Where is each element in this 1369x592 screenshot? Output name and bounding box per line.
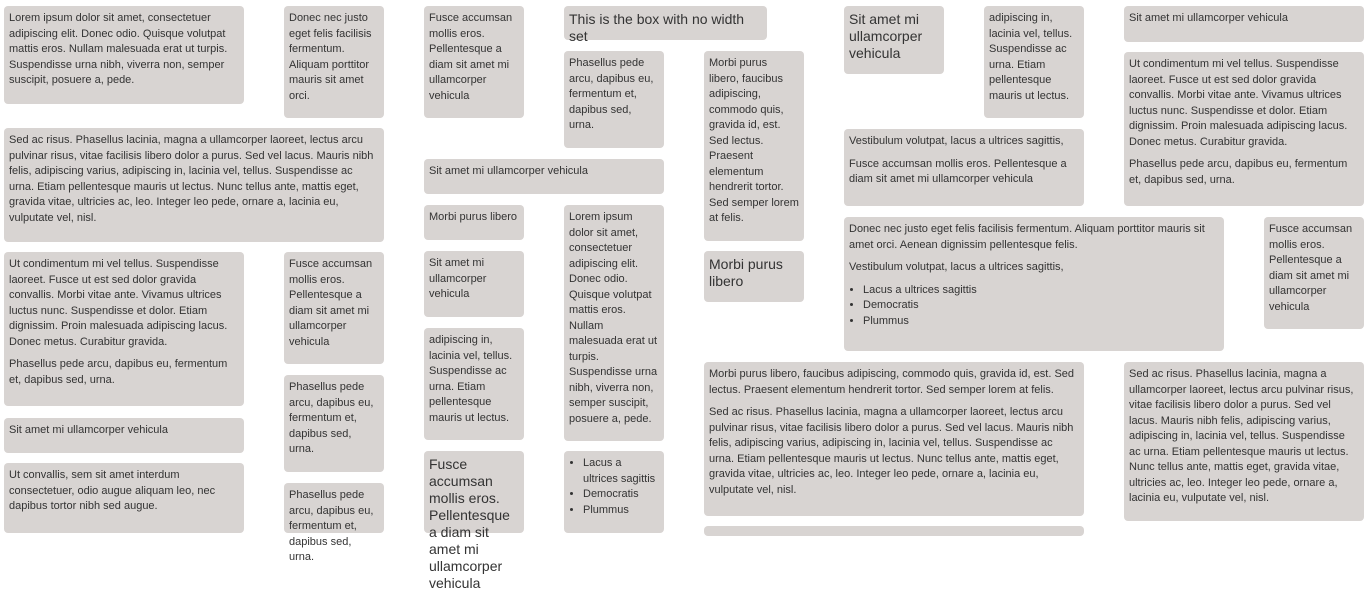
bullet-list bbox=[569, 456, 659, 518]
text-box-lorem-ipsum bbox=[564, 205, 664, 441]
list-item: • Lacus a ultrices sagittis bbox=[583, 456, 659, 487]
box-paragraph: Phasellus pede arcu, dapibus eu, fermentum et, dapibus sed, urna. bbox=[569, 57, 654, 131]
text-box-lorem-ipsum bbox=[4, 6, 244, 104]
text-box-fusce-accumsan bbox=[424, 6, 524, 118]
box-paragraph: Sit amet mi ullamcorper vehicula bbox=[429, 257, 487, 300]
box-paragraph: Phasellus pede arcu, dapibus eu, fermentum et, dapibus sed, urna. bbox=[289, 489, 374, 563]
box-paragraph: Lorem ipsum dolor sit amet, consectetuer adipiscing elit. Donec odio. Quisque volutpat mattis eros. Nullam malesuada erat ut turpis. Suspendisse urna nibh, viverra non, semper suscipit, posuere a, pede. bbox=[569, 211, 658, 425]
text-box-fusce-accumsan-heading bbox=[424, 451, 524, 591]
text-box-sit-amet bbox=[4, 418, 244, 453]
box-paragraph: adipiscing in, lacinia vel, tellus. Suspendisse ac urna. Etiam pellentesque mauris ut lectus. bbox=[429, 334, 513, 424]
text-box-phasellus-pede bbox=[284, 483, 384, 563]
box-heading: Morbi purus libero bbox=[709, 256, 783, 289]
text-box-morbi-purus-libero-long bbox=[704, 51, 804, 241]
box-paragraph: Morbi purus libero, faucibus adipiscing, commodo quis, gravida id, est. Sed lectus. Praesent elementum hendrerit tortor. Sed semper lorem at felis. bbox=[709, 57, 799, 224]
box-paragraph: Lorem ipsum dolor sit amet, consectetuer adipiscing elit. Donec odio. Quisque volutpat mattis eros. Nullam malesuada erat ut turpis. Suspendisse urna nibh, viverra non, semper suscipit, posuere a, pede. bbox=[9, 12, 228, 86]
text-box-morbi-purus-libero-heading bbox=[704, 251, 804, 302]
box-paragraph: Vestibulum volutpat, lacus a ultrices sagittis, bbox=[849, 135, 1064, 147]
box-paragraph: Fusce accumsan mollis eros. Pellentesque a diam sit amet mi ullamcorper vehicula bbox=[289, 258, 373, 348]
box-paragraph: Phasellus pede arcu, dapibus eu, fermentum et, dapibus sed, urna. bbox=[289, 381, 374, 455]
box-paragraph: Fusce accumsan mollis eros. Pellentesque a diam sit amet mi ullamcorper vehicula bbox=[1269, 223, 1353, 313]
box-paragraph: Donec nec justo eget felis facilisis fermentum. Aliquam porttitor mauris sit amet orci. bbox=[289, 12, 372, 102]
text-box-sit-amet bbox=[424, 159, 664, 194]
text-box-phasellus-pede bbox=[564, 51, 664, 148]
text-box-ut-convallis bbox=[4, 463, 244, 533]
text-box-ut-condimentum bbox=[4, 252, 244, 406]
box-paragraph: Phasellus pede arcu, dapibus eu, fermentum et, dapibus sed, urna. bbox=[9, 358, 228, 386]
text-box-bullet-list bbox=[564, 451, 664, 533]
text-box-sit-amet bbox=[424, 251, 524, 317]
list-item: • Democratis bbox=[863, 298, 1219, 314]
box-paragraph: Sed ac risus. Phasellus lacinia, magna a ullamcorper laoreet, lectus arcu pulvinar risus, vitae facilisis libero dolor a purus. Sed vel lacus. Mauris nibh felis, adipiscing varius, adipiscing in, lacinia vel, tellus. Suspendisse ac urna. Etiam pellentesque mauris ut lectus. Nunc tellus ante, mattis eget, gravida vitae, ultricies ac, leo. Integer leo pede, ornare a, lacinia eu, vulputate vel, nisl. bbox=[1129, 368, 1354, 504]
text-box-sit-amet bbox=[1124, 6, 1364, 42]
box-paragraph: adipiscing in, lacinia vel, tellus. Suspendisse ac urna. Etiam pellentesque mauris ut lectus. bbox=[989, 12, 1073, 102]
box-paragraph: Ut condimentum mi vel tellus. Suspendisse laoreet. Fusce ut est sed dolor gravida convallis. Morbi vitae ante. Vivamus ultrices luctus nunc. Suspendisse et dolor. Etiam dignissim. Proin malesuada adipiscing lacus. Donec metus. Curabitur gravida. bbox=[9, 258, 228, 348]
box-paragraph: Sit amet mi ullamcorper vehicula bbox=[9, 424, 168, 436]
text-box-vestibulum-volutpat bbox=[844, 129, 1084, 206]
box-paragraph: Vestibulum volutpat, lacus a ultrices sagittis, bbox=[849, 261, 1064, 273]
box-paragraph: Morbi purus libero bbox=[429, 211, 518, 223]
box-paragraph: Fusce accumsan mollis eros. Pellentesque a diam sit amet mi ullamcorper vehicula bbox=[849, 157, 1067, 185]
text-box-no-width-set bbox=[564, 6, 767, 44]
list-item: • Plummus bbox=[583, 503, 659, 519]
text-box-partial-bottom bbox=[704, 526, 1084, 536]
box-paragraph: Ut condimentum mi vel tellus. Suspendisse laoreet. Fusce ut est sed dolor gravida convallis. Morbi vitae ante. Vivamus ultrices luctus nunc. Suspendisse et dolor. Etiam dignissim. Proin malesuada adipiscing lacus. Donec metus. Curabitur gravida. bbox=[1129, 58, 1348, 148]
box-heading: Sit amet mi ullamcorper vehicula bbox=[849, 11, 923, 61]
box-heading: This is the box with no width set bbox=[569, 11, 745, 44]
text-box-morbi-sed-ac-risus bbox=[704, 362, 1084, 516]
text-box-sed-ac-risus bbox=[4, 128, 384, 242]
box-paragraph: Phasellus pede arcu, dapibus eu, fermentum et, dapibus sed, urna. bbox=[1129, 158, 1348, 186]
text-box-ut-condimentum bbox=[1124, 52, 1364, 206]
text-box-sed-ac-risus bbox=[1124, 362, 1364, 521]
text-box-adipiscing-in bbox=[984, 6, 1084, 118]
text-box-sit-amet-heading bbox=[844, 6, 944, 74]
box-paragraph: Sit amet mi ullamcorper vehicula bbox=[429, 165, 588, 177]
box-heading: Fusce accumsan mollis eros. Pellentesque a diam sit amet mi ullamcorper vehicula bbox=[429, 456, 510, 591]
box-paragraph: Donec nec justo eget felis facilisis fermentum. Aliquam porttitor mauris sit amet orci. Aenean dignissim pellentesque felis. bbox=[849, 223, 1205, 251]
list-item: • Lacus a ultrices sagittis bbox=[863, 283, 1219, 299]
box-paragraph: Sed ac risus. Phasellus lacinia, magna a ullamcorper laoreet, lectus arcu pulvinar risus, vitae facilisis libero dolor a purus. Sed vel lacus. Mauris nibh felis, adipiscing varius, adipiscing in, lacinia vel, tellus. Suspendisse ac urna. Etiam pellentesque mauris ut lectus. Nunc tellus ante, mattis eget, gravida vitae, ultricies ac, leo. Integer leo pede, ornare a, lacinia eu, vulputate vel, nisl. bbox=[709, 406, 1074, 496]
box-paragraph: Fusce accumsan mollis eros. Pellentesque a diam sit amet mi ullamcorper vehicula bbox=[429, 12, 513, 102]
text-box-morbi-purus-libero bbox=[424, 205, 524, 240]
text-box-donec-nec-justo bbox=[284, 6, 384, 118]
box-paragraph: Ut convallis, sem sit amet interdum consectetuer, odio augue aliquam leo, nec dapibus tortor nibh sed augue. bbox=[9, 469, 216, 512]
list-item: • Democratis bbox=[583, 487, 659, 503]
bullet-list bbox=[849, 283, 1219, 330]
text-box-donec-nec-justo-wide bbox=[844, 217, 1224, 351]
text-box-adipiscing-in bbox=[424, 328, 524, 440]
box-paragraph: Morbi purus libero, faucibus adipiscing, commodo quis, gravida id, est. Sed lectus. Praesent elementum hendrerit tortor. Sed semper lorem at felis. bbox=[709, 368, 1075, 396]
text-box-fusce-accumsan bbox=[1264, 217, 1364, 329]
box-paragraph: Sit amet mi ullamcorper vehicula bbox=[1129, 12, 1288, 24]
text-box-phasellus-pede bbox=[284, 375, 384, 472]
box-paragraph: Sed ac risus. Phasellus lacinia, magna a ullamcorper laoreet, lectus arcu pulvinar risus, vitae facilisis libero dolor a purus. Sed vel lacus. Mauris nibh felis, adipiscing varius, adipiscing in, lacinia vel, tellus. Suspendisse ac urna. Etiam pellentesque mauris ut lectus. Nunc tellus ante, mattis eget, gravida vitae, ultricies ac, leo. Integer leo pede, ornare a, lacinia eu, vulputate vel, nisl. bbox=[9, 134, 374, 224]
text-box-fusce-accumsan bbox=[284, 252, 384, 364]
list-item: • Plummus bbox=[863, 314, 1219, 330]
